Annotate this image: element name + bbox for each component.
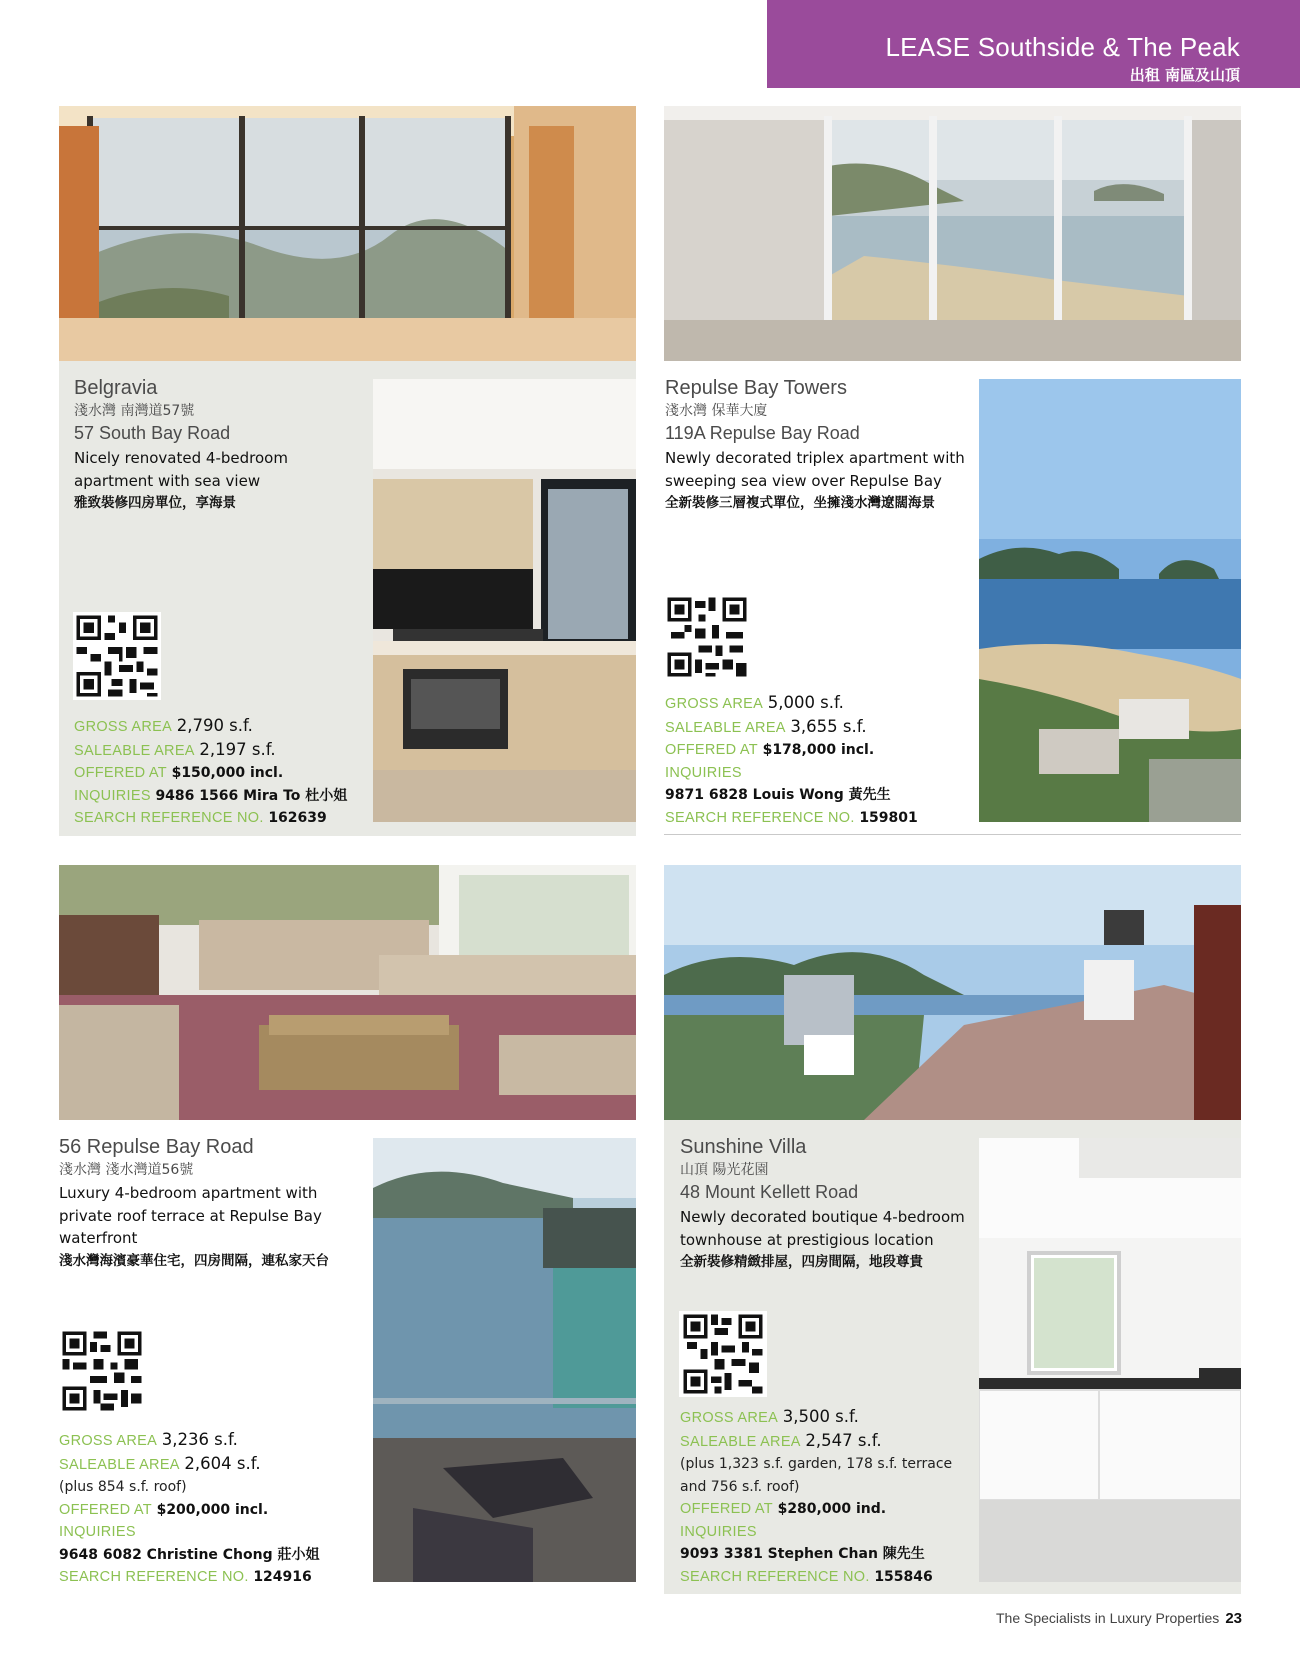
page-footer bbox=[996, 1610, 1242, 1627]
gross-area-value: 3,236 s.f. bbox=[161, 1430, 238, 1449]
saleable-area-label: SALEABLE AREA bbox=[59, 1456, 180, 1473]
sunshine-villa-stats bbox=[680, 1406, 965, 1588]
gross-area-label: GROSS AREA bbox=[59, 1433, 158, 1449]
section-title: LEASE Southside & The Peak bbox=[885, 32, 1240, 62]
56-repulse-bay-road-qr-code[interactable] bbox=[59, 1328, 145, 1414]
56-repulse-bay-road-details bbox=[59, 1134, 349, 1272]
gross-area-label: GROSS AREA bbox=[680, 1410, 779, 1426]
offered-price: $178,000 incl. bbox=[762, 742, 875, 758]
belgravia-details bbox=[74, 375, 354, 514]
gross-area-value: 3,500 s.f. bbox=[782, 1407, 859, 1426]
56-repulse-bay-road-description: Luxury 4-bedroom apartment with private roof terrace at Repulse Bay waterfront bbox=[59, 1184, 322, 1247]
offered-price: $200,000 incl. bbox=[156, 1501, 269, 1518]
56-repulse-bay-road-living-room-photo bbox=[59, 865, 636, 1120]
saleable-area-value: 3,655 s.f. bbox=[790, 716, 867, 736]
belgravia-stats bbox=[74, 715, 374, 830]
sunshine-villa-zh-address: 山頂 陽光花園 bbox=[680, 1162, 769, 1178]
inquiries-contact[interactable]: 9871 6828 Louis Wong 黃先生 bbox=[665, 787, 891, 803]
belgravia-description-zh: 雅致裝修四房單位，享海景 bbox=[74, 495, 236, 511]
repulse-bay-towers-qr-code[interactable] bbox=[664, 594, 750, 680]
sunshine-villa-terrace-photo bbox=[664, 865, 1241, 1120]
inquiries-label: INQUIRIES bbox=[74, 787, 151, 804]
section-subtitle: 出租 南區及山頂 bbox=[1129, 66, 1240, 84]
belgravia-qr-code[interactable] bbox=[73, 612, 161, 700]
search-reference-number: 155846 bbox=[874, 1568, 933, 1585]
belgravia-zh-address: 淺水灣 南灣道57號 bbox=[74, 403, 195, 419]
offered-price: $280,000 ind. bbox=[777, 1501, 887, 1517]
saleable-area-value: 2,547 s.f. bbox=[805, 1430, 882, 1450]
inquiries-label: INQUIRIES bbox=[665, 764, 742, 781]
search-reference-number: 124916 bbox=[253, 1569, 312, 1585]
sunshine-villa-name: Sunshine Villa bbox=[680, 1136, 807, 1158]
sunshine-villa-description: Newly decorated boutique 4-bedroom townhouse at prestigious location bbox=[680, 1208, 965, 1249]
page-number: 23 bbox=[1225, 1610, 1242, 1627]
belgravia-kitchen-photo bbox=[373, 379, 636, 822]
gross-area-label: GROSS AREA bbox=[74, 719, 173, 735]
saleable-area-note: (plus 1,323 s.f. garden, 178 s.f. terrace and 756 s.f. roof) bbox=[680, 1456, 953, 1495]
repulse-bay-towers-details bbox=[665, 375, 965, 514]
saleable-area-value: 2,197 s.f. bbox=[199, 739, 276, 759]
belgravia-description: Nicely renovated 4-bedroom apartment with sea view bbox=[74, 449, 288, 490]
offered-at-label: OFFERED AT bbox=[665, 742, 758, 758]
repulse-bay-towers-divider bbox=[664, 834, 1241, 835]
inquiries-label: INQUIRIES bbox=[680, 1523, 757, 1540]
search-reference-label: SEARCH REFERENCE NO. bbox=[680, 1568, 870, 1585]
belgravia-living-room-photo bbox=[59, 106, 636, 361]
saleable-area-label: SALEABLE AREA bbox=[680, 1433, 801, 1450]
gross-area-label: GROSS AREA bbox=[665, 696, 764, 712]
section-header bbox=[767, 0, 1300, 88]
repulse-bay-towers-address: 119A Repulse Bay Road bbox=[665, 423, 860, 443]
inquiries-contact[interactable]: 9648 6082 Christine Chong 莊小姐 bbox=[59, 1546, 320, 1563]
repulse-bay-towers-bay-view-photo bbox=[979, 379, 1241, 822]
56-repulse-bay-road-description-zh: 淺水灣海濱豪華住宅，四房間隔，連私家天台 bbox=[59, 1252, 329, 1269]
search-reference-label: SEARCH REFERENCE NO. bbox=[665, 809, 855, 826]
offered-at-label: OFFERED AT bbox=[680, 1501, 773, 1517]
repulse-bay-towers-description: Newly decorated triplex apartment with sweeping sea view over Repulse Bay bbox=[665, 449, 965, 490]
saleable-area-value: 2,604 s.f. bbox=[184, 1453, 261, 1473]
offered-price: $150,000 incl. bbox=[171, 765, 284, 781]
56-repulse-bay-road-stats bbox=[59, 1429, 359, 1589]
sunshine-villa-kitchen-photo bbox=[979, 1138, 1241, 1582]
saleable-area-label: SALEABLE AREA bbox=[665, 719, 786, 736]
56-repulse-bay-road-zh-address: 淺水灣 淺水灣道56號 bbox=[59, 1162, 194, 1178]
56-repulse-bay-road-name: 56 Repulse Bay Road bbox=[59, 1136, 254, 1158]
repulse-bay-towers-description-zh: 全新裝修三層複式單位，坐擁淺水灣遼闊海景 bbox=[665, 495, 935, 511]
inquiries-label: INQUIRIES bbox=[59, 1524, 136, 1540]
repulse-bay-towers-stats bbox=[665, 692, 965, 829]
saleable-area-label: SALEABLE AREA bbox=[74, 742, 195, 759]
repulse-bay-towers-living-room-photo bbox=[664, 106, 1241, 361]
gross-area-value: 5,000 s.f. bbox=[767, 693, 844, 712]
repulse-bay-towers-zh-address: 淺水灣 保華大廈 bbox=[665, 403, 768, 419]
belgravia-address: 57 South Bay Road bbox=[74, 423, 231, 443]
sunshine-villa-address: 48 Mount Kellett Road bbox=[680, 1182, 859, 1202]
inquiries-contact[interactable]: 9093 3381 Stephen Chan 陳先生 bbox=[680, 1546, 925, 1562]
search-reference-number: 162639 bbox=[268, 810, 327, 826]
repulse-bay-towers-name: Repulse Bay Towers bbox=[665, 377, 847, 399]
sunshine-villa-qr-code[interactable] bbox=[679, 1311, 767, 1397]
sunshine-villa-details bbox=[680, 1134, 970, 1273]
saleable-area-note: (plus 854 s.f. roof) bbox=[59, 1479, 187, 1495]
gross-area-value: 2,790 s.f. bbox=[176, 716, 253, 735]
offered-at-label: OFFERED AT bbox=[74, 765, 167, 781]
belgravia-name: Belgravia bbox=[74, 377, 158, 399]
footer-tagline: The Specialists in Luxury Properties bbox=[995, 1610, 1220, 1626]
search-reference-number: 159801 bbox=[859, 809, 918, 826]
inquiries-contact[interactable]: 9486 1566 Mira To 杜小姐 bbox=[155, 787, 348, 804]
offered-at-label: OFFERED AT bbox=[59, 1501, 152, 1518]
search-reference-label: SEARCH REFERENCE NO. bbox=[74, 810, 264, 826]
search-reference-label: SEARCH REFERENCE NO. bbox=[59, 1569, 249, 1585]
56-repulse-bay-road-terrace-photo bbox=[373, 1138, 636, 1582]
sunshine-villa-description-zh: 全新裝修精緻排屋，四房間隔，地段尊貴 bbox=[680, 1254, 923, 1270]
